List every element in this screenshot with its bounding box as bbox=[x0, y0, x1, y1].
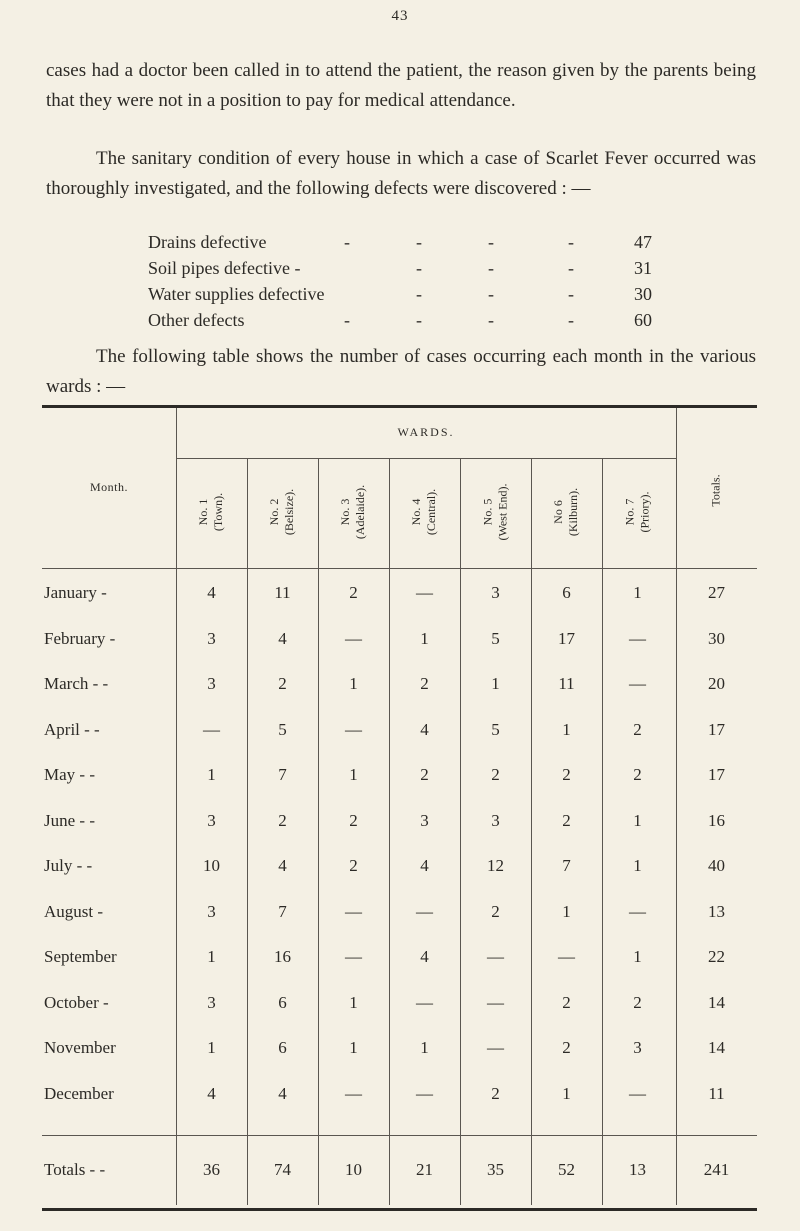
defect-row bbox=[148, 258, 708, 284]
ward-count-cell: — bbox=[629, 902, 646, 921]
ward-count-cell: 1 bbox=[633, 811, 642, 830]
ward-count-cell: — bbox=[345, 1084, 362, 1103]
defect-value: 60 bbox=[634, 310, 652, 330]
ward-count-cell: 1 bbox=[349, 674, 358, 693]
ward-count-cell: — bbox=[629, 1084, 646, 1103]
ward-count-cell: 11 bbox=[274, 583, 291, 602]
ward-total-cell: 21 bbox=[416, 1160, 433, 1179]
month-column-header: Month. bbox=[89, 480, 128, 494]
ward-column-header bbox=[531, 459, 602, 565]
ward-count-cell: 2 bbox=[562, 765, 571, 784]
ward-count-cell: — bbox=[416, 902, 433, 921]
month-label: May - - bbox=[44, 765, 95, 784]
month-total-cell: 17 bbox=[708, 765, 725, 784]
ward-header-label bbox=[197, 493, 227, 531]
leader-dash: - bbox=[488, 284, 494, 304]
defect-label: Water supplies defective bbox=[148, 284, 325, 304]
ward-count-cell: 1 bbox=[207, 765, 216, 784]
ward-count-cell: 5 bbox=[278, 720, 287, 739]
ward-header-label bbox=[339, 485, 369, 539]
ward-count-cell: 1 bbox=[207, 1038, 216, 1057]
ward-count-cell: 1 bbox=[562, 1084, 571, 1103]
ward-count-cell: 2 bbox=[491, 1084, 500, 1103]
ward-count-cell: — bbox=[345, 902, 362, 921]
ward-total-cell: 52 bbox=[558, 1160, 575, 1179]
totals-row-rule bbox=[42, 1135, 757, 1136]
defect-row bbox=[148, 310, 708, 336]
ward-count-cell: 5 bbox=[491, 629, 500, 648]
ward-count-cell: 2 bbox=[420, 765, 429, 784]
month-label: January - bbox=[44, 583, 107, 602]
ward-header-label bbox=[268, 489, 298, 535]
ward-count-cell: 2 bbox=[349, 583, 358, 602]
ward-count-cell: 4 bbox=[420, 856, 429, 875]
ward-count-cell: — bbox=[416, 1084, 433, 1103]
month-label: April - - bbox=[44, 720, 100, 739]
month-total-cell: 27 bbox=[708, 583, 725, 602]
ward-count-cell: 4 bbox=[278, 629, 287, 648]
ward-number: No. 3 bbox=[338, 498, 353, 526]
defect-label: Drains defective bbox=[148, 232, 267, 252]
ward-count-cell: 1 bbox=[420, 629, 429, 648]
ward-number: No. 4 bbox=[409, 498, 424, 526]
ward-count-cell: 2 bbox=[278, 674, 287, 693]
ward-column-header bbox=[460, 459, 531, 565]
ward-count-cell: 2 bbox=[491, 902, 500, 921]
month-total-cell: 20 bbox=[708, 674, 725, 693]
paragraph-doctor-called: cases had a doctor been called in to attend the patient, the reason given by the parents being that they were not in a position to pay for medical attendance. bbox=[46, 60, 756, 111]
header-bottom-rule bbox=[42, 568, 757, 569]
ward-count-cell: — bbox=[203, 720, 220, 739]
ward-count-cell: 7 bbox=[278, 902, 287, 921]
leader-dash: - bbox=[416, 310, 422, 330]
month-label: October - bbox=[44, 993, 109, 1012]
ward-count-cell: 4 bbox=[420, 947, 429, 966]
ward-count-cell: 3 bbox=[420, 811, 429, 830]
ward-number: No. 2 bbox=[267, 498, 282, 526]
leader-dash: - bbox=[568, 232, 574, 252]
ward-count-cell: 2 bbox=[349, 856, 358, 875]
leader-dash: - bbox=[568, 258, 574, 278]
ward-count-cell: — bbox=[345, 629, 362, 648]
page-number: 43 bbox=[391, 8, 409, 24]
ward-count-cell: — bbox=[416, 993, 433, 1012]
ward-count-cell: 1 bbox=[633, 856, 642, 875]
ward-name: (Belsize). bbox=[282, 488, 297, 536]
leader-dash: - bbox=[488, 232, 494, 252]
ward-total-cell: 13 bbox=[629, 1160, 646, 1179]
ward-count-cell: 2 bbox=[349, 811, 358, 830]
paragraph-table-intro: The following table shows the number of cases occurring each month in the various wards : — bbox=[46, 346, 756, 397]
grand-total-cell: 241 bbox=[703, 1160, 730, 1179]
cases-by-ward-table bbox=[42, 405, 757, 1215]
ward-count-cell: 7 bbox=[562, 856, 571, 875]
ward-count-cell: 12 bbox=[487, 856, 504, 875]
ward-count-cell: — bbox=[487, 993, 504, 1012]
ward-count-cell: 2 bbox=[562, 811, 571, 830]
ward-count-cell: 4 bbox=[420, 720, 429, 739]
month-total-cell: 13 bbox=[708, 902, 725, 921]
ward-name: (Kilburn). bbox=[566, 487, 581, 537]
month-total-cell: 14 bbox=[708, 1038, 725, 1057]
month-label: June - - bbox=[44, 811, 95, 830]
defect-value: 31 bbox=[634, 258, 652, 278]
ward-total-cell: 10 bbox=[345, 1160, 362, 1179]
ward-column-header bbox=[318, 459, 389, 565]
ward-count-cell: 6 bbox=[278, 993, 287, 1012]
ward-number: No. 7 bbox=[622, 498, 637, 526]
table-top-rule bbox=[42, 405, 757, 408]
ward-count-cell: 3 bbox=[207, 629, 216, 648]
ward-count-cell: 2 bbox=[562, 993, 571, 1012]
ward-count-cell: 4 bbox=[207, 583, 216, 602]
ward-count-cell: 3 bbox=[633, 1038, 642, 1057]
ward-name: (West End). bbox=[495, 483, 510, 541]
ward-count-cell: — bbox=[345, 947, 362, 966]
leader-dash: - bbox=[488, 310, 494, 330]
ward-count-cell: 1 bbox=[420, 1038, 429, 1057]
ward-column-header bbox=[602, 459, 673, 565]
ward-count-cell: 1 bbox=[207, 947, 216, 966]
ward-count-cell: 3 bbox=[207, 993, 216, 1012]
ward-count-cell: 4 bbox=[207, 1084, 216, 1103]
ward-name: (Priory). bbox=[637, 491, 652, 533]
defects-list bbox=[148, 232, 708, 336]
ward-count-cell: 3 bbox=[207, 674, 216, 693]
ward-count-cell: — bbox=[629, 674, 646, 693]
ward-count-cell: — bbox=[487, 1038, 504, 1057]
ward-count-cell: 4 bbox=[278, 856, 287, 875]
ward-header-label bbox=[551, 488, 581, 536]
ward-count-cell: 3 bbox=[491, 583, 500, 602]
totals-header-label: Totals. bbox=[709, 473, 723, 507]
ward-count-cell: 3 bbox=[491, 811, 500, 830]
ward-number: No. 1 bbox=[196, 498, 211, 526]
ward-column-header bbox=[176, 459, 247, 565]
ward-count-cell: 2 bbox=[491, 765, 500, 784]
ward-count-cell: — bbox=[558, 947, 575, 966]
month-label: November bbox=[44, 1038, 116, 1057]
ward-count-cell: 2 bbox=[633, 765, 642, 784]
ward-count-cell: 4 bbox=[278, 1084, 287, 1103]
leader-dash: - bbox=[416, 258, 422, 278]
ward-header-label bbox=[623, 492, 653, 533]
ward-count-cell: 3 bbox=[207, 811, 216, 830]
leader-dash: - bbox=[344, 232, 350, 252]
ward-count-cell: 2 bbox=[633, 993, 642, 1012]
month-total-cell: 17 bbox=[708, 720, 725, 739]
ward-count-cell: 6 bbox=[278, 1038, 287, 1057]
ward-count-cell: 3 bbox=[207, 902, 216, 921]
month-label: March - - bbox=[44, 674, 109, 693]
ward-count-cell: 2 bbox=[278, 811, 287, 830]
ward-count-cell: 1 bbox=[562, 902, 571, 921]
ward-number: No 6 bbox=[551, 500, 566, 524]
month-label: December bbox=[44, 1084, 114, 1103]
ward-count-cell: 11 bbox=[558, 674, 575, 693]
ward-count-cell: — bbox=[487, 947, 504, 966]
ward-name: (Town). bbox=[211, 492, 226, 532]
ward-count-cell: — bbox=[345, 720, 362, 739]
totals-column-header bbox=[676, 415, 757, 565]
ward-count-cell: — bbox=[629, 629, 646, 648]
ward-count-cell: 1 bbox=[633, 583, 642, 602]
defect-row bbox=[148, 232, 708, 258]
ward-name: (Central). bbox=[424, 488, 439, 536]
leader-dash: - bbox=[568, 310, 574, 330]
totals-row-label: Totals - - bbox=[44, 1160, 106, 1179]
ward-count-cell: 1 bbox=[349, 993, 358, 1012]
defect-value: 47 bbox=[634, 232, 652, 252]
month-label: September bbox=[44, 947, 117, 966]
ward-header-label bbox=[481, 483, 511, 540]
ward-count-cell: 16 bbox=[274, 947, 291, 966]
defect-row bbox=[148, 284, 708, 310]
leader-dash: - bbox=[416, 284, 422, 304]
ward-header-label bbox=[410, 489, 440, 535]
month-total-cell: 22 bbox=[708, 947, 725, 966]
paragraph-sanitary-condition: The sanitary condition of every house in which a case of Scarlet Fever occurred was thoroughly investigated, and the following defects were discovered : — bbox=[46, 148, 756, 199]
leader-dash: - bbox=[568, 284, 574, 304]
table-bottom-rule bbox=[42, 1208, 757, 1211]
month-total-cell: 14 bbox=[708, 993, 725, 1012]
ward-total-cell: 36 bbox=[203, 1160, 220, 1179]
leader-dash: - bbox=[344, 310, 350, 330]
month-label: August - bbox=[44, 902, 104, 921]
defect-label: Other defects bbox=[148, 310, 245, 330]
ward-count-cell: 1 bbox=[349, 765, 358, 784]
ward-count-cell: 5 bbox=[491, 720, 500, 739]
ward-total-cell: 74 bbox=[274, 1160, 291, 1179]
ward-count-cell: 2 bbox=[420, 674, 429, 693]
month-total-cell: 30 bbox=[708, 629, 725, 648]
ward-count-cell: 6 bbox=[562, 583, 571, 602]
month-label: July - - bbox=[44, 856, 93, 875]
leader-dash: - bbox=[488, 258, 494, 278]
ward-count-cell: 17 bbox=[558, 629, 575, 648]
ward-column-header bbox=[389, 459, 460, 565]
ward-count-cell: 1 bbox=[633, 947, 642, 966]
wards-group-header: WARDS. bbox=[397, 425, 455, 439]
ward-count-cell: 2 bbox=[633, 720, 642, 739]
ward-count-cell: 1 bbox=[491, 674, 500, 693]
defect-label: Soil pipes defective - bbox=[148, 258, 301, 278]
ward-total-cell: 35 bbox=[487, 1160, 504, 1179]
defect-value: 30 bbox=[634, 284, 652, 304]
ward-name: (Adelaide). bbox=[353, 484, 368, 540]
ward-count-cell: 1 bbox=[562, 720, 571, 739]
ward-count-cell: 1 bbox=[349, 1038, 358, 1057]
month-total-cell: 16 bbox=[708, 811, 725, 830]
ward-count-cell: 2 bbox=[562, 1038, 571, 1057]
leader-dash: - bbox=[416, 232, 422, 252]
ward-count-cell: 10 bbox=[203, 856, 220, 875]
month-total-cell: 40 bbox=[708, 856, 725, 875]
ward-count-cell: 7 bbox=[278, 765, 287, 784]
ward-number: No. 5 bbox=[480, 498, 495, 526]
month-label: February - bbox=[44, 629, 116, 648]
ward-column-header bbox=[247, 459, 318, 565]
month-total-cell: 11 bbox=[708, 1084, 725, 1103]
ward-count-cell: — bbox=[416, 583, 433, 602]
